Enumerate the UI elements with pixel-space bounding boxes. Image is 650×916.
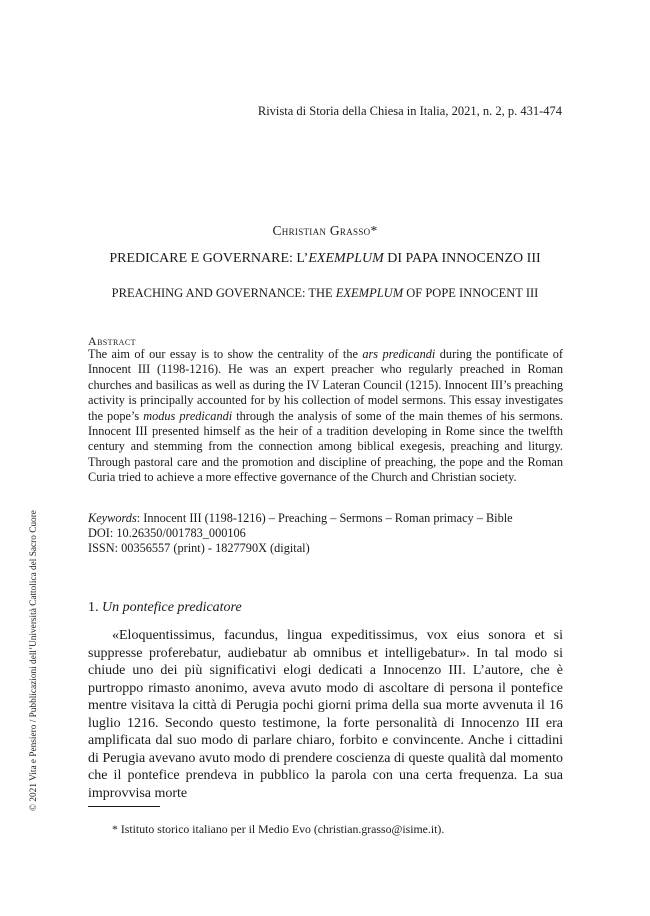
abstract-text [88, 347, 563, 486]
title-it-post: DI PAPA INNOCENZO III [383, 251, 541, 266]
author-name [0, 223, 650, 239]
title-it-emphasis: EXEMPLUM [308, 251, 384, 266]
body-paragraph: «Eloquentissimus, facundus, lingua expeditissimus, vox eius sonora et si suppresse proferebatur, audiebatur ab omnibus et intelligebatur». In tal modo si chiude uno dei più significativi elogi dedicati a Innocenzo III. L’autore, che è purtroppo rimasto anonimo, aveva avuto modo di ascoltare di persona il pontefice mentre visitava la città di Perugia pochi giorni prima della sua morte avvenuta il 16 luglio 1216. Secondo questo testimone, la forte personalità di Innocenzo III era amplificata dal suo modo di parlare chiaro, forbito e convincente. Anche i cittadini di Perugia avevano avuto modo di prendere coscienza di queste qualità dal momento che il pontefice prendeva in pubblico la parola con una certa frequenza. La sua improvvisa morte [88, 628, 563, 801]
abstract-emphasis-2: modus predicandi [143, 408, 233, 423]
journal-citation: Rivista di Storia della Chiesa in Italia, 2021, n. 2, p. 431-474 [257, 104, 562, 118]
issn-line: ISSN: 00356557 (print) - 1827790X (digital) [88, 541, 310, 555]
section-heading [88, 600, 242, 616]
section-number: 1. [88, 600, 102, 615]
keywords-line [88, 511, 513, 526]
copyright-sidebar: © 2021 Vita e Pensiero / Pubblicazioni dell’Università Cattolica del Sacro Cuore [29, 510, 39, 811]
abstract-part-1: The aim of our essay is to show the centrality of the [88, 347, 363, 361]
title-en-post: OF POPE INNOCENT III [403, 286, 539, 300]
author-footnote-mark: * [370, 223, 378, 238]
abstract-heading: Abstract [88, 334, 136, 348]
footnote-divider [88, 806, 160, 807]
article-title-italian [0, 251, 650, 267]
title-en-emphasis: EXEMPLUM [335, 286, 404, 300]
author-name-text: Christian Grasso [272, 223, 371, 238]
title-en-pre: PREACHING AND GOVERNANCE: THE [111, 286, 336, 300]
abstract-emphasis-1: ars predicandi [362, 347, 436, 361]
article-title-english [0, 286, 650, 301]
section-title: Un pontefice predicatore [102, 600, 242, 615]
keywords-label: Keywords [88, 511, 137, 525]
title-it-pre: PREDICARE E GOVERNARE: L’ [109, 251, 309, 266]
abstract-part-2: during the pontificate of Innocent III (1198-1216). He was an expert preacher who regularly preached in Roman churches and basilicas as well as during the IV Lateran Council (1215). Innocent III’s preaching activity is principally accounted for by his collection of model sermons. This essay investigates the pope’s [88, 347, 563, 423]
footnote: * Istituto storico italiano per il Medio Evo (christian.grasso@isime.it). [112, 822, 445, 836]
doi-line: DOI: 10.26350/001783_000106 [88, 526, 246, 540]
keywords-text: : Innocent III (1198-1216) – Preaching – Sermons – Roman primacy – Bible [136, 511, 513, 525]
abstract-part-3: through the analysis of some of the main themes of his sermons. Innocent III presented himself as the heir of a tradition developing in Rome since the twelfth century and stemming from the connection among biblical exegesis, preaching and liturgy. Through pastoral care and the promotion and discipline of preaching, the pope and the Roman Curia tried to achieve a more effective governance of the Church and Christian society. [88, 408, 563, 485]
